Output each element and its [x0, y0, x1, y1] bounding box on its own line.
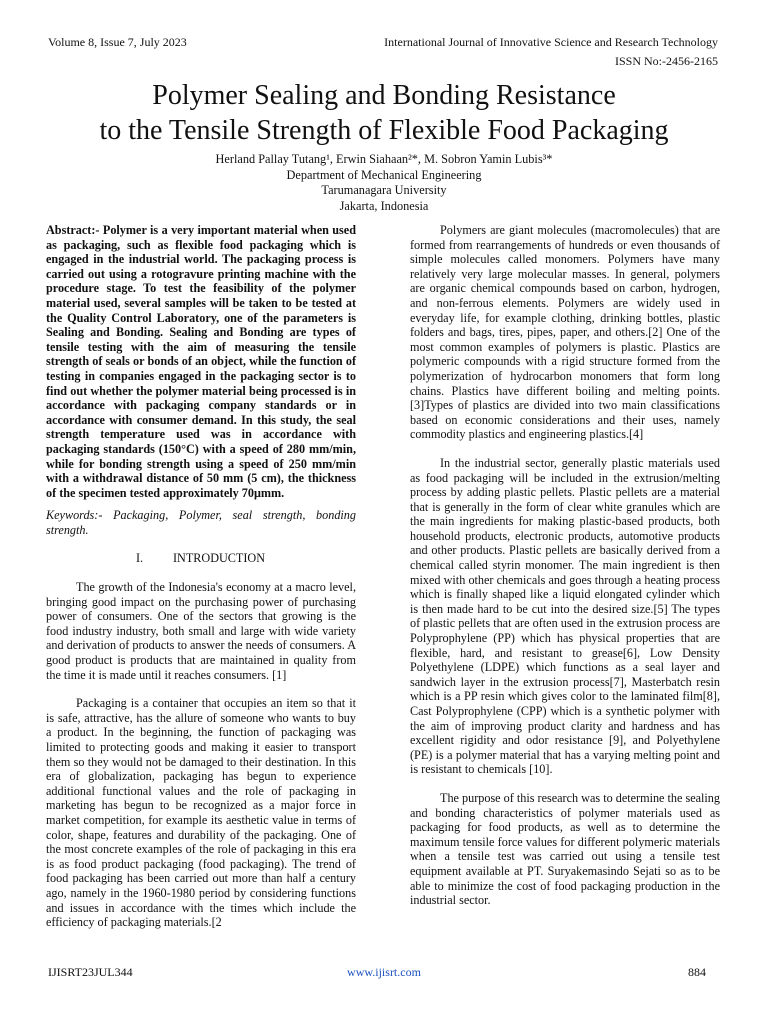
- author-block: [0, 152, 768, 214]
- paragraph: Packaging is a container that occupies an item so that it is safe, attractive, has the allure of someone who wants to buy a product. In the beginning, the function of packaging was limited to protecting goods and making it easier to transport them so they would not be damaged to their destination. In this era of globalization, packaging has begun to experience additional functional values and the role of packaging in marketing has begun to be recognized as a major force in market competition, for example its aesthetic value in terms of color, shape, features and durability of the packaging. One of the most concrete examples of the role of packaging in this era is as food product packaging (food packaging). The trend of food packaging has been carried out more than half a century ago, namely in the 1960-1980 period by considering functions and issues in accordance with the times which include the efficiency of packaging materials.[2: [46, 696, 356, 930]
- section-number: I.: [136, 551, 144, 566]
- author-names: Herland Pallay Tutang¹, Erwin Siahaan²*, M. Sobron Yamin Lubis³*: [215, 152, 553, 166]
- section-heading: [46, 551, 356, 566]
- paragraph: Polymers are giant molecules (macromolecules) that are formed from rearrangements of hundreds or even thousands of simple molecules called monomers. Polymers have many relatively very large molecular masses. In general, polymers are organic chemical compounds based on carbon, hydrogen, and non-ferrous elements. Polymers are widely used in everyday life, for example clothing, drinking bottles, plastic folders and bags, tires, pipes, paper, and others.[2] One of the most common examples of polymers is plastic. Plastics are polymeric compounds with a rigid structure formed from the polymerization of hydrocarbon monomers that form long chains. Plastics have different boiling and melting points.[3]Types of plastics are divided into two main classifications based on economic considerations and their uses, namely commodity plastics and engineering plastics.[4]: [410, 223, 720, 442]
- paragraph: In the industrial sector, generally plastic materials used as food packaging will be included in the extrusion/melting process by adding plastic pellets. Plastic pellets are a material that is generally in the form of clear white granules which are the main ingredients for making plastic-based products, both household products, electronic products, automotive products and other products. Plastic pellets are basically derived from a chemical called styrin monomer. The main ingredient is then mixed with other chemicals and goes through a heating process which is finally shaped like a liquid elongated cylinder which is then made hard to be cut into the desired size.[5] The types of plastic pellets that are often used in the extrusion process are Polyprophylene (PP) which has physical properties that are flexible, hard, and resistant to grease[6], Low Density Polyethylene (LDPE) which functions as a seal layer and sandwich layer in the extrusion process[7], Masterbatch resin which is a PP resin which gives color to the laminated film[8], Cast Polyprophylene (CPP) which is a synthetic polymer with the aim of improving product clarity and hardness and has excellent rigidity and odor resistance [9], and Polyethylene (PE) is a polymer material that has a varying melting point and is resistant to chemicals [10].: [410, 455, 720, 777]
- right-column: [410, 223, 720, 908]
- abstract: Abstract:- Polymer is a very important material when used as packaging, such as flexible food packaging which is engaged in the industrial world. The packaging process is carried out using a rotogravure printing machine with the procedure stage. To test the feasibility of the polymer material used, several samples will be taken to be tested at the Quality Control Laboratory, one of the parameters is Sealing and Bonding. Sealing and Bonding are types of tensile testing with the aim of measuring the tensile strength of seals or bonds of an object, while the function of testing in companies engaged in the packaging sector is to find out whether the polymer material being processed is in accordance with packaging company standards or in accordance with consumer demand. In this study, the seal strength temperature used was in accordance with packaging standards (150°C) with a speed of 280 mm/min, while for bonding strength using a speed of 250 mm/min with a withdrawal distance of 50 mm (5 cm), the thickness of the specimen tested approximately 70μmm.: [46, 223, 356, 500]
- author-location: Jakarta, Indonesia: [339, 198, 429, 213]
- page-number: 884: [688, 965, 706, 979]
- journal-name: International Journal of Innovative Science and Research Technology: [384, 35, 718, 49]
- article-id: IJISRT23JUL344: [48, 965, 133, 979]
- title-line-2: to the Tensile Strength of Flexible Food Packaging: [99, 115, 669, 146]
- paper-title: [0, 78, 768, 148]
- title-line-1: Polymer Sealing and Bonding Resistance: [152, 80, 616, 111]
- keywords: Keywords:- Packaging, Polymer, seal strength, bonding strength.: [46, 508, 356, 537]
- left-column: [46, 223, 356, 930]
- issn: ISSN No:-2456-2165: [614, 54, 718, 68]
- paragraph: The purpose of this research was to determine the sealing and bonding characteristics of polymer materials used as packaging for food products, as well as to determine the maximum tensile force values for different polymeric materials when a tensile test was carried out using a tensile test equipment available at PT. Suryakemasindo Sejati so as to be able to minimize the cost of food packaging production in the industrial sector.: [410, 790, 720, 908]
- author-university: Tarumanagara University: [321, 183, 447, 197]
- paragraph: The growth of the Indonesia's economy at a macro level, bringing good impact on the purchasing power of purchasing power of consumers. One of the sectors that growing is the food industry industry, both small and large with wide variety and derivation of products to answer the needs of consumers. A good product is products that are maintained in quality from the time it is made until it reaches consumers. [1]: [46, 580, 356, 682]
- website-link[interactable]: www.ijisrt.com: [347, 965, 421, 979]
- section-title: INTRODUCTION: [172, 551, 266, 566]
- author-department: Department of Mechanical Engineering: [286, 167, 482, 182]
- volume-info: Volume 8, Issue 7, July 2023: [48, 35, 187, 49]
